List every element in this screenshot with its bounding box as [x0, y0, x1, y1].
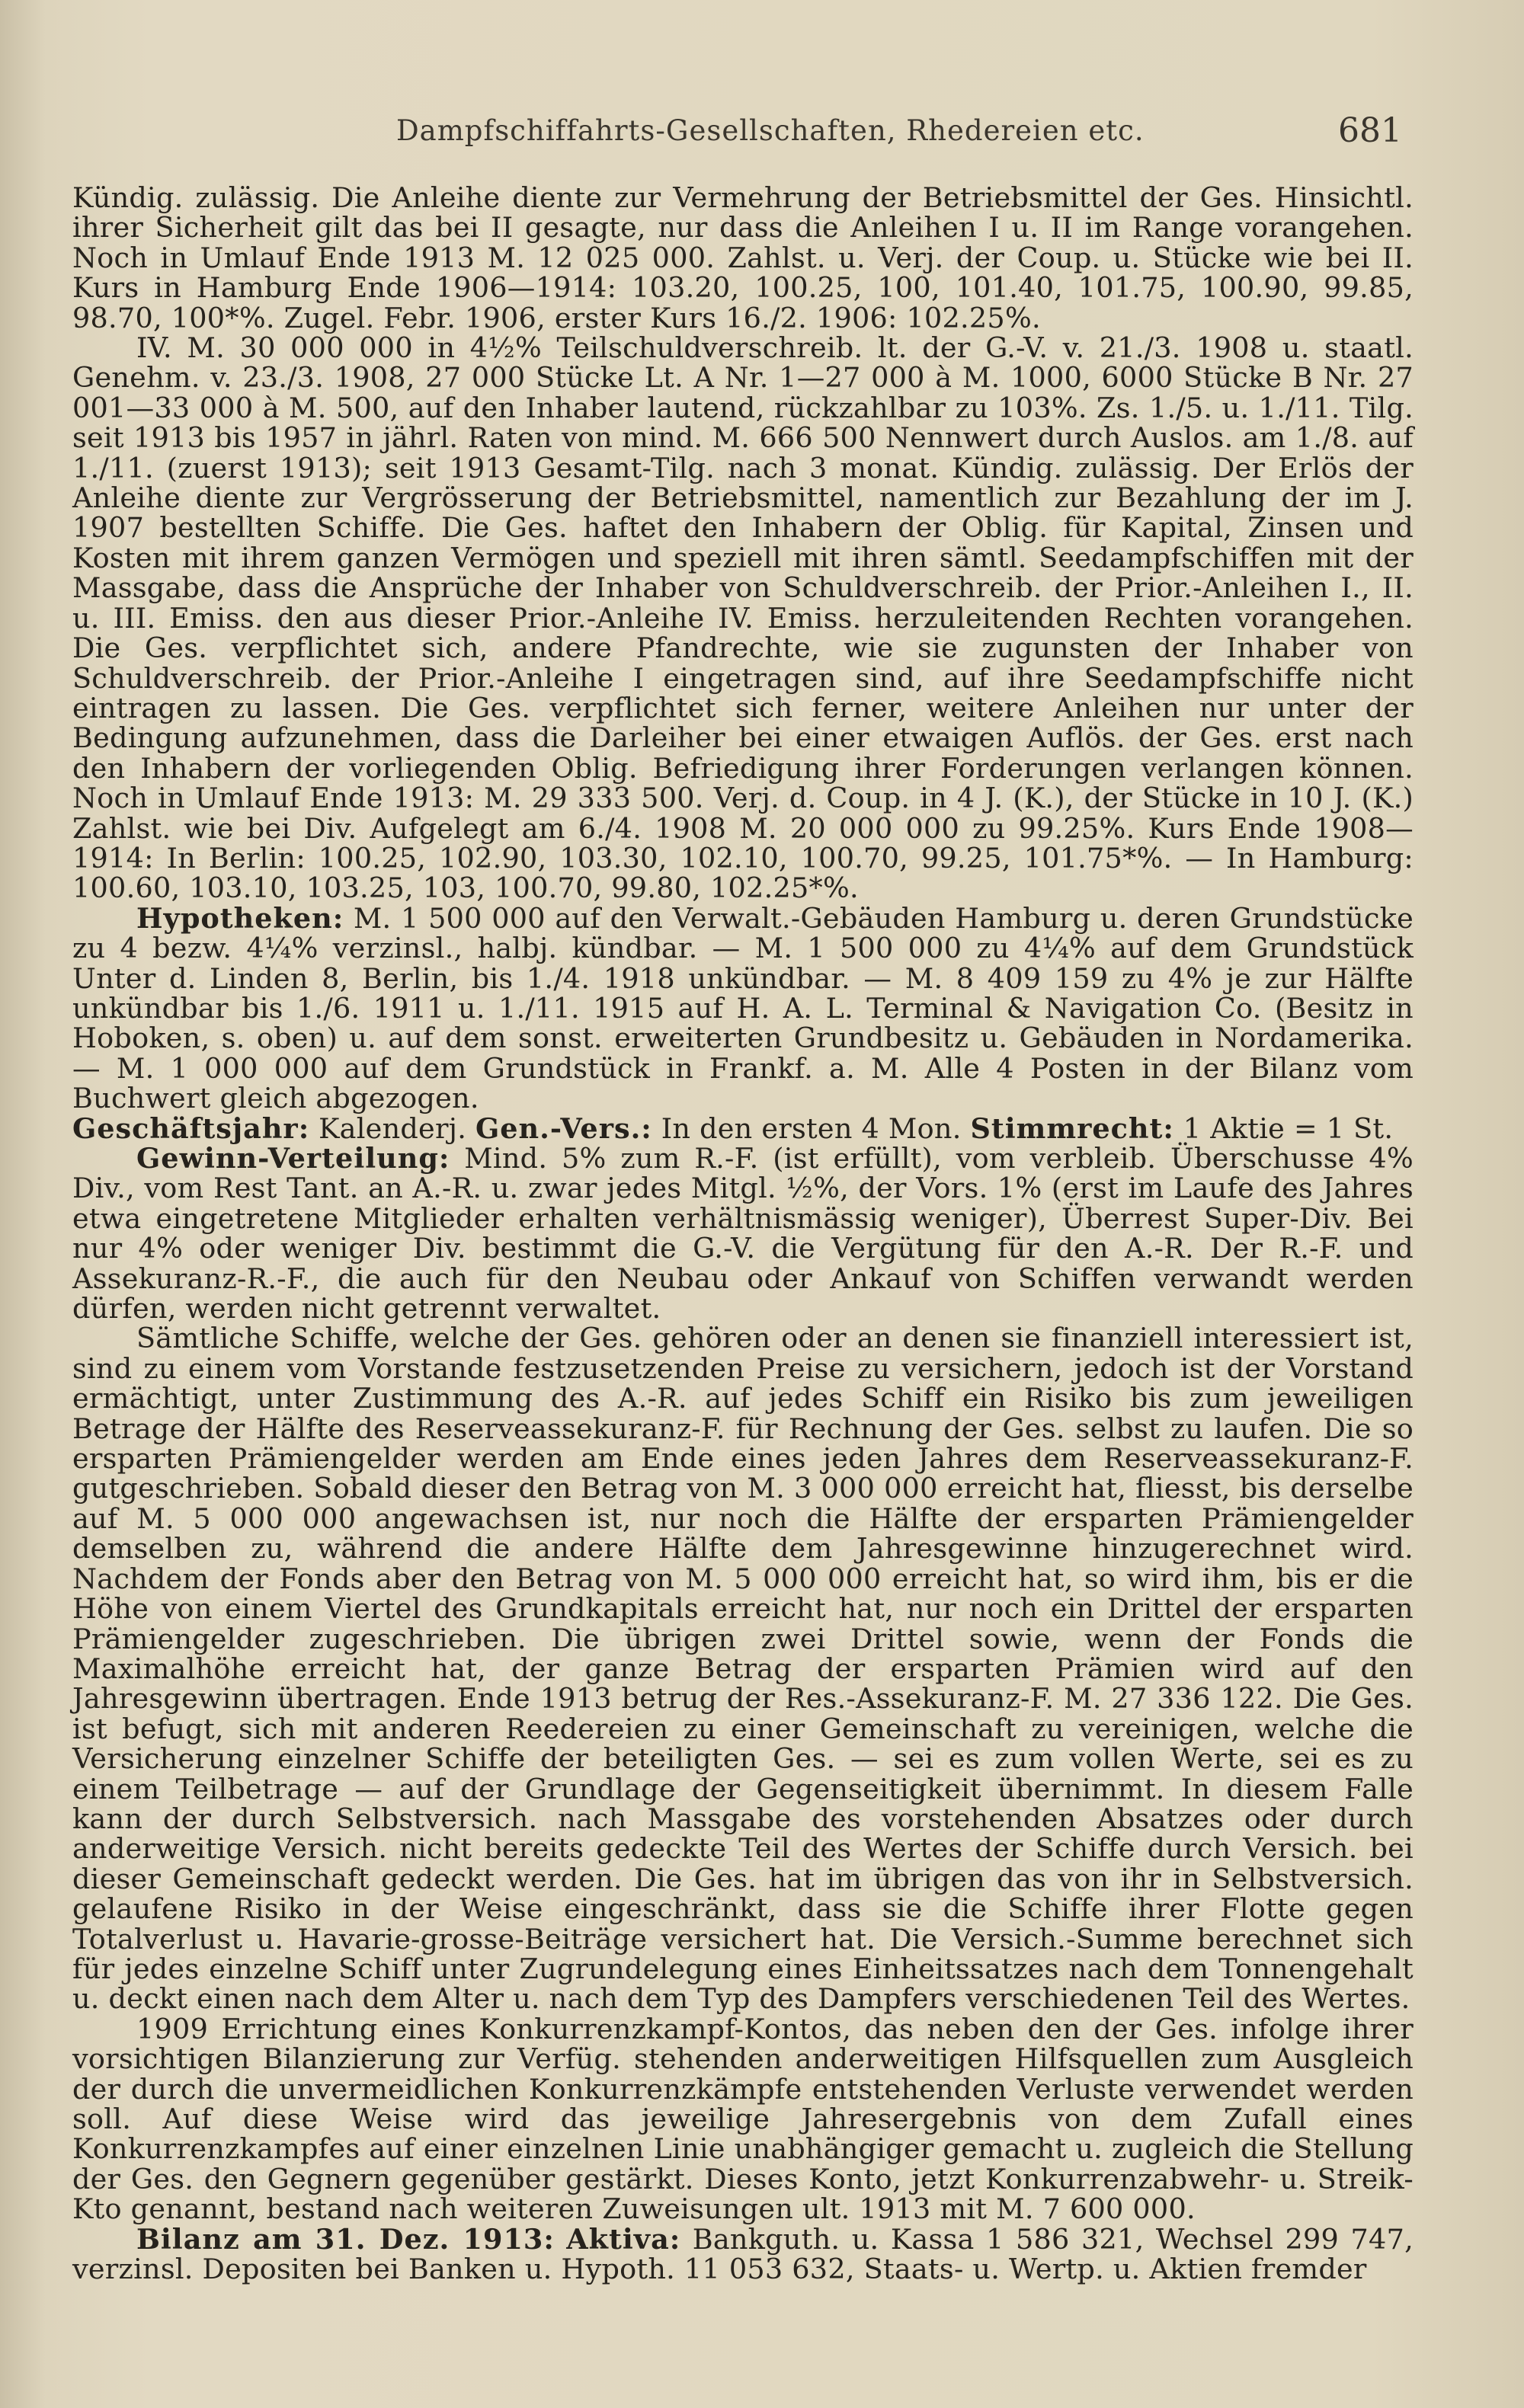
text-bilanz: Bankguth. u. Kassa 1 586 321, Wechsel 299 747, verzinsl. Depositen bei Banken u. Hypoth. 11 053 632, Staats- u. Wertp. u. Aktien fremder — [72, 2222, 1414, 2286]
text-geschaeftsjahr: Kalenderj. — [319, 1111, 467, 1145]
label-aktiva: Aktiva: — [566, 2222, 681, 2256]
page-header — [0, 111, 1524, 160]
label-geschaeftsjahr: Geschäftsjahr: — [72, 1111, 310, 1145]
paragraph-geschaeftsjahr — [72, 1111, 1414, 1145]
text-stimmrecht: 1 Aktie = 1 St. — [1183, 1111, 1394, 1145]
text-hypotheken: M. 1 500 000 auf den Verwalt.-Gebäuden Hamburg u. deren Grundstücke zu 4 bezw. 4¼% verzinsl., halbj. kündbar. — M. 1 500 000 zu 4¼% auf dem Grundstück Unter d. Linden 8, Berlin, bis 1./4. 1918 unkündbar. — M. 8 409 159 zu 4% je zur Hälfte unkündbar bis 1./6. 1911 u. 1./11. 1915 auf H. A. L. Terminal & Navigation Co. (Besitz in Hoboken, s. oben) u. auf dem sonst. erweiterten Grundbesitz u. Gebäuden in Nordamerika. — M. 1 000 000 auf dem Grundstück in Frankf. a. M. Alle 4 Posten in der Bilanz vom Buchwert gleich abgezogen. — [72, 901, 1414, 1115]
label-gewinn-verteilung: Gewinn-Verteilung: — [136, 1142, 450, 1175]
label-bilanz: Bilanz am 31. Dez. 1913: — [136, 2222, 555, 2256]
paragraph-bilanz — [72, 2224, 1414, 2285]
paragraph-konkurrenzkampf: 1909 Errichtung eines Konkurrenzkampf-Kontos, das neben den der Ges. infolge ihrer vorsichtigen Bilanzierung zur Verfüg. stehenden anderweitigen Hilfsquellen zum Ausgleich der durch die unvermeidlichen Konkurrenzkämpfe entstehenden Verluste verwendet werden soll. Auf diese Weise wird das jeweilige Jahresergebnis von dem Zufall eines Konkurrenzkampfes auf einer einzelnen Linie unabhängiger gemacht u. zugleich die Stellung der Ges. den Gegnern gegenüber gestärkt. Dieses Konto, jetzt Konkurrenzabwehr- u. Streik-Kto genannt, bestand nach weiteren Zuweisungen ult. 1913 mit M. 7 600 000. — [72, 2012, 1414, 2226]
paragraph-versicherung: Sämtliche Schiffe, welche der Ges. gehören oder an denen sie finanziell interessiert ist, sind zu einem vom Vorstande festzusetzenden Preise zu versichern, jedoch ist der Vorstand ermächtigt, unter Zustimmung des A.-R. auf jedes Schiff ein Risiko bis zum jeweiligen Betrage der Hälfte des Reserveassekuranz-F. für Rechnung der Ges. selbst zu laufen. Die so ersparten Prämiengelder werden am Ende eines jeden Jahres dem Reserveassekuranz-F. gutgeschrieben. Sobald dieser den Betrag von M. 3 000 000 erreicht hat, fliesst, bis derselbe auf M. 5 000 000 angewachsen ist, nur noch die Hälfte der ersparten Prämiengelder demselben zu, während die andere Hälfte dem Jahresgewinne hinzugerechnet wird. Nachdem der Fonds aber den Betrag von M. 5 000 000 erreicht hat, so wird ihm, bis er die Höhe von einem Viertel des Grundkapitals erreicht hat, nur noch ein Drittel der ersparten Prämiengelder zugeschrieben. Die übrigen zwei Drittel sowie, wenn der Fonds die Maximalhöhe erreicht hat, der ganze Betrag der ersparten Prämien wird auf den Jahresgewinn übertragen. Ende 1913 betrug der Res.-Assekuranz-F. M. 27 336 122. Die Ges. ist befugt, sich mit anderen Reedereien zu einer Gemeinschaft zu vereinigen, welche die Versicherung einzelner Schiffe der beteiligten Ges. — sei es zum vollen Werte, sei es zu einem Teilbetrage — auf der Grundlage der Gegenseitigkeit übernimmt. In diesem Falle kann der durch Selbstversich. nach Massgabe des vorstehenden Absatzes oder durch anderweitige Versich. nicht bereits gedeckte Teil des Wertes der Schiffe durch Versich. bei dieser Gemeinschaft gedeckt werden. Die Ges. hat im übrigen das von ihr in Selbstversich. gelaufene Risiko in der Weise eingeschränkt, dass sie die Schiffe ihrer Flotte gegen Totalverlust u. Havarie-grosse-Beiträge versichert hat. Die Versich.-Summe berechnet sich für jedes einzelne Schiff unter Zugrundelegung eines Einheitssatzes nach dem Tonnengehalt u. deckt einen nach dem Alter u. nach dem Typ des Dampfers verschiedenen Teil des Wertes. — [72, 1322, 1414, 2016]
text-gen-vers: In den ersten 4 Mon. — [661, 1111, 962, 1145]
label-hypotheken: Hypotheken: — [136, 901, 344, 935]
paragraph-anleihe-iv: IV. M. 30 000 000 in 4½% Teilschuldverschreib. lt. der G.-V. v. 21./3. 1908 u. staatl. Genehm. v. 23./3. 1908, 27 000 Stücke Lt. A Nr. 1—27 000 à M. 1000, 6000 Stücke B Nr. 27 001—33 000 à M. 500, auf den Inhaber lautend, rückzahlbar zu 103%. Zs. 1./5. u. 1./11. Tilg. seit 1913 bis 1957 in jährl. Raten von mind. M. 666 500 Nennwert durch Auslos. am 1./8. auf 1./11. (zuerst 1913); seit 1913 Gesamt-Tilg. nach 3 monat. Kündig. zulässig. Der Erlös der Anleihe diente zur Vergrösserung der Betriebsmittel, namentlich zur Bezahlung der im J. 1907 bestellten Schiffe. Die Ges. haftet den Inhabern der Oblig. für Kapital, Zinsen und Kosten mit ihrem ganzen Vermögen und speziell mit ihren sämtl. Seedampfschiffen mit der Massgabe, dass die Ansprüche der Inhaber von Schuldverschreib. der Prior.-Anleihen I., II. u. III. Emiss. den aus dieser Prior.-Anleihe IV. Emiss. herzuleitenden Rechten vorangehen. Die Ges. verpflichtet sich, andere Pfandrechte, wie sie zugunsten der Inhaber von Schuldverschreib. der Prior.-Anleihe I eingetragen sind, auf ihre Seedampfschiffe nicht eintragen zu lassen. Die Ges. verpflichtet sich ferner, weitere Anleihen nur unter der Bedingung aufzunehmen, dass die Darleiher bei einer etwaigen Auflös. der Ges. erst nach den Inhabern der vorliegenden Oblig. Befriedigung ihrer Forderungen verlangen können. Noch in Umlauf Ende 1913: M. 29 333 500. Verj. d. Coup. in 4 J. (K.), der Stücke in 10 J. (K.) Zahlst. wie bei Div. Aufgelegt am 6./4. 1908 M. 20 000 000 zu 99.25%. Kurs Ende 1908—1914: In Berlin: 100.25, 102.90, 103.30, 102.10, 100.70, 99.25, 101.75*%. — In Hamburg: 100.60, 103.10, 103.25, 103, 100.70, 99.80, 102.25*%. — [72, 331, 1414, 905]
paragraph-hypotheken — [72, 903, 1414, 1114]
page-number: 681 — [1338, 111, 1402, 150]
paragraph-kuendigung: Kündig. zulässig. Die Anleihe diente zur Vermehrung der Betriebsmittel der Ges. Hinsichtl. ihrer Sicherheit gilt das bei II gesagte, nur dass die Anleihen I u. II im Range vorangehen. Noch in Umlauf Ende 1913 M. 12 025 000. Zahlst. u. Verj. der Coup. u. Stücke wie bei II. Kurs in Hamburg Ende 1906—1914: 103.20, 100.25, 100, 101.40, 101.75, 100.90, 99.85, 98.70, 100*%. Zugel. Febr. 1906, erster Kurs 16./2. 1906: 102.25%. — [72, 181, 1414, 334]
text-gewinn-verteilung: Mind. 5% zum R.-F. (ist erfüllt), vom verbleib. Überschusse 4% Div., vom Rest Tant. an A.-R. u. zwar jedes Mitgl. ½%, der Vors. 1% (erst im Laufe des Jahres etwa eingetretene Mitglieder erhalten verhältnismässig weniger), Überrest Super-Div. Bei nur 4% oder weniger Div. bestimmt die G.-V. die Vergütung für den A.-R. Der R.-F. und Assekuranz-R.-F., die auch für den Neubau oder Ankauf von Schiffen verwandt werden dürfen, werden nicht getrennt verwaltet. — [72, 1142, 1414, 1326]
running-head: Dampfschiffahrts-Gesellschaften, Rhedereien etc. — [396, 114, 1145, 147]
paragraph-gewinn-verteilung — [72, 1142, 1414, 1326]
label-stimmrecht: Stimmrecht: — [970, 1111, 1174, 1145]
body-text — [72, 183, 1414, 2284]
label-gen-vers: Gen.-Vers.: — [475, 1111, 652, 1145]
